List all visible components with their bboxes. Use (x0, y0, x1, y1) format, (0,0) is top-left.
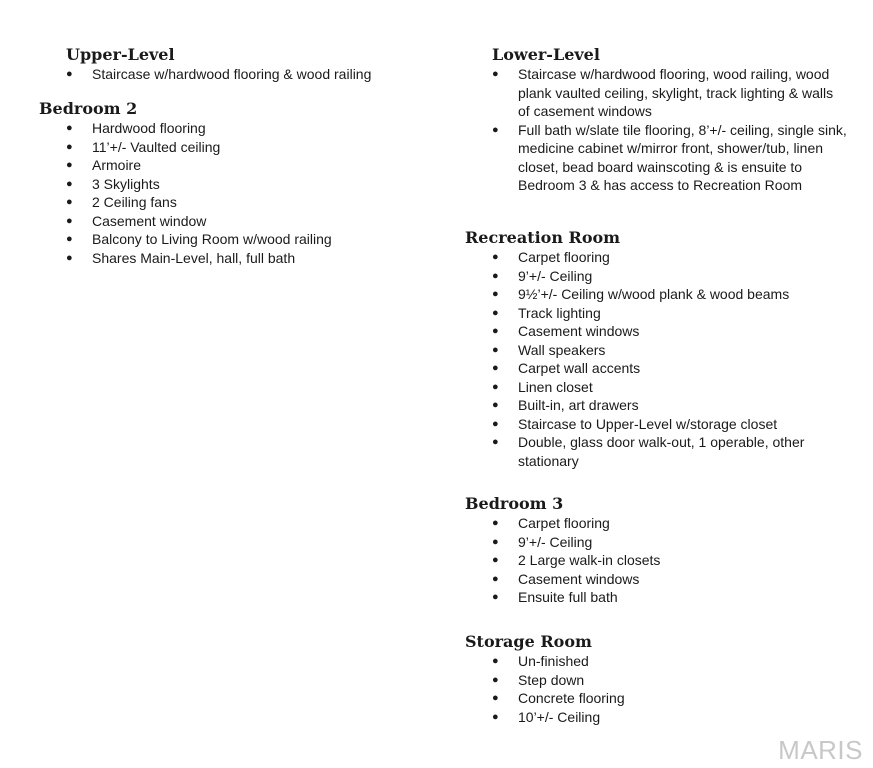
bullet-icon: ● (492, 517, 499, 529)
bullet-icon: ● (66, 196, 73, 208)
list-item-text: Carpet flooring (518, 515, 610, 531)
list-item-text: Casement windows (518, 570, 640, 587)
list-item-text: Full bath w/slate tile flooring, 8’+/- ceiling, single sink, medicine cabinet w/mirror front, shower/tub, linen closet, bead board wainscoting & is ensuite to Bedroom 3 & has access to Recreation Room (518, 121, 847, 193)
list-item (492, 433, 838, 470)
bullet-icon: ● (492, 380, 499, 393)
list-item-text: 10’+/- Ceiling (518, 708, 601, 725)
bullet-icon: ● (492, 123, 499, 136)
bullet-icon: ● (66, 68, 73, 80)
bullet-icon: ● (66, 214, 73, 227)
list-item (66, 212, 432, 231)
list-item-text: Linen closet (518, 378, 593, 395)
section-lower-level-list (492, 65, 848, 195)
list-item-text: Staircase w/hardwood flooring, wood railing, wood plank vaulted ceiling, skylight, track lighting & walls of casement windows (518, 66, 834, 119)
list-item-text: Casement window (92, 212, 207, 229)
bullet-icon: ● (492, 68, 499, 80)
bullet-icon: ● (66, 251, 73, 264)
section-heading: Recreation Room (465, 228, 621, 247)
list-item (66, 138, 432, 157)
list-item (492, 322, 838, 341)
section-heading: Bedroom 3 (465, 494, 564, 513)
list-item (66, 193, 432, 212)
bullet-icon: ● (66, 122, 73, 134)
list-item-text: Hardwood flooring (92, 120, 206, 136)
list-item-text: 2 Large walk-in closets (518, 552, 661, 568)
list-item (66, 249, 432, 268)
bullet-icon: ● (492, 692, 499, 704)
list-item-text: 3 Skylights (92, 175, 160, 192)
list-item-text: Concrete flooring (518, 690, 625, 706)
list-item-text: 11’+/- Vaulted ceiling (92, 138, 221, 155)
section-heading: Upper-Level (66, 45, 175, 64)
list-item (492, 588, 838, 607)
list-item-text: Double, glass door walk-out, 1 operable, other stationary (518, 434, 805, 469)
bullet-icon: ● (492, 710, 499, 723)
list-item (492, 121, 848, 195)
bullet-icon: ● (66, 159, 73, 171)
bullet-icon: ● (66, 140, 73, 153)
bullet-icon: ● (492, 535, 499, 548)
list-item-text: Wall speakers (518, 341, 606, 358)
list-item (66, 175, 432, 194)
list-item-text: Armoire (92, 157, 142, 173)
list-item-text: Carpet wall accents (518, 360, 641, 376)
bullet-icon: ● (492, 343, 499, 356)
bullet-icon: ● (492, 673, 499, 686)
list-item (492, 304, 838, 323)
list-item (492, 359, 838, 378)
list-item (492, 671, 838, 690)
section-recreation-room (465, 228, 620, 248)
section-heading: Storage Room (465, 632, 592, 651)
section-heading: Bedroom 2 (39, 99, 138, 118)
bullet-icon: ● (492, 554, 499, 566)
item-list (492, 65, 848, 195)
bullet-icon: ● (492, 306, 499, 319)
list-item (66, 156, 432, 175)
list-item (492, 689, 838, 708)
section-storage-room (465, 632, 592, 652)
bullet-icon: ● (492, 436, 499, 448)
list-item-text: 9½’+/- Ceiling w/wood plank & wood beams (518, 286, 790, 302)
list-item (492, 708, 838, 727)
list-item-text: Balcony to Living Room w/wood railing (92, 231, 332, 247)
list-item (492, 551, 838, 570)
bullet-icon: ● (492, 251, 499, 263)
item-list (66, 65, 432, 84)
list-item-text: Staircase to Upper-Level w/storage closet (518, 415, 778, 432)
bullet-icon: ● (492, 288, 499, 300)
list-item-text: Carpet flooring (518, 249, 610, 265)
bullet-icon: ● (492, 591, 499, 603)
list-item (492, 415, 838, 434)
list-item (492, 514, 838, 533)
bullet-icon: ● (492, 325, 499, 337)
list-item-text: Step down (518, 671, 585, 688)
section-upper-level (66, 45, 175, 65)
list-item-text: 2 Ceiling fans (92, 194, 177, 210)
item-list (492, 248, 838, 470)
list-item (492, 267, 838, 286)
section-bedroom-3 (465, 494, 563, 514)
section-bedroom-2-list (66, 119, 432, 267)
list-item (492, 652, 838, 671)
bullet-icon: ● (492, 417, 499, 430)
list-item (66, 230, 432, 249)
item-list (492, 514, 838, 607)
bullet-icon: ● (492, 269, 499, 282)
item-list (66, 119, 432, 267)
bullet-icon: ● (492, 655, 499, 667)
section-recreation-room-list (492, 248, 838, 470)
list-item-text: Shares Main-Level, hall, full bath (92, 249, 296, 266)
list-item-text: Track lighting (518, 304, 601, 321)
list-item (492, 570, 838, 589)
list-item-text: Built-in, art drawers (518, 397, 639, 413)
list-item (492, 65, 848, 121)
bullet-icon: ● (492, 572, 499, 585)
list-item-text: 9’+/- Ceiling (518, 267, 593, 284)
section-heading: Lower-Level (492, 45, 600, 64)
section-bedroom-3-list (492, 514, 838, 607)
list-item (492, 396, 838, 415)
list-item (66, 65, 432, 84)
bullet-icon: ● (492, 399, 499, 411)
bullet-icon: ● (66, 177, 73, 190)
list-item (492, 285, 838, 304)
section-bedroom-2 (39, 99, 137, 119)
maris-watermark: MARIS (778, 735, 863, 765)
list-item-text: Casement windows (518, 323, 640, 339)
list-item (66, 119, 432, 138)
list-item-text: 9’+/- Ceiling (518, 533, 593, 550)
list-item (492, 378, 838, 397)
section-storage-room-list (492, 652, 838, 726)
list-item-text: Ensuite full bath (518, 589, 618, 605)
section-upper-level-list (66, 65, 432, 84)
list-item (492, 533, 838, 552)
bullet-icon: ● (492, 362, 499, 374)
list-item (492, 248, 838, 267)
list-item (492, 341, 838, 360)
list-item-text: Staircase w/hardwood flooring & wood railing (92, 66, 372, 82)
bullet-icon: ● (66, 233, 73, 245)
section-lower-level (492, 45, 600, 65)
list-item-text: Un-finished (518, 653, 589, 669)
item-list (492, 652, 838, 726)
